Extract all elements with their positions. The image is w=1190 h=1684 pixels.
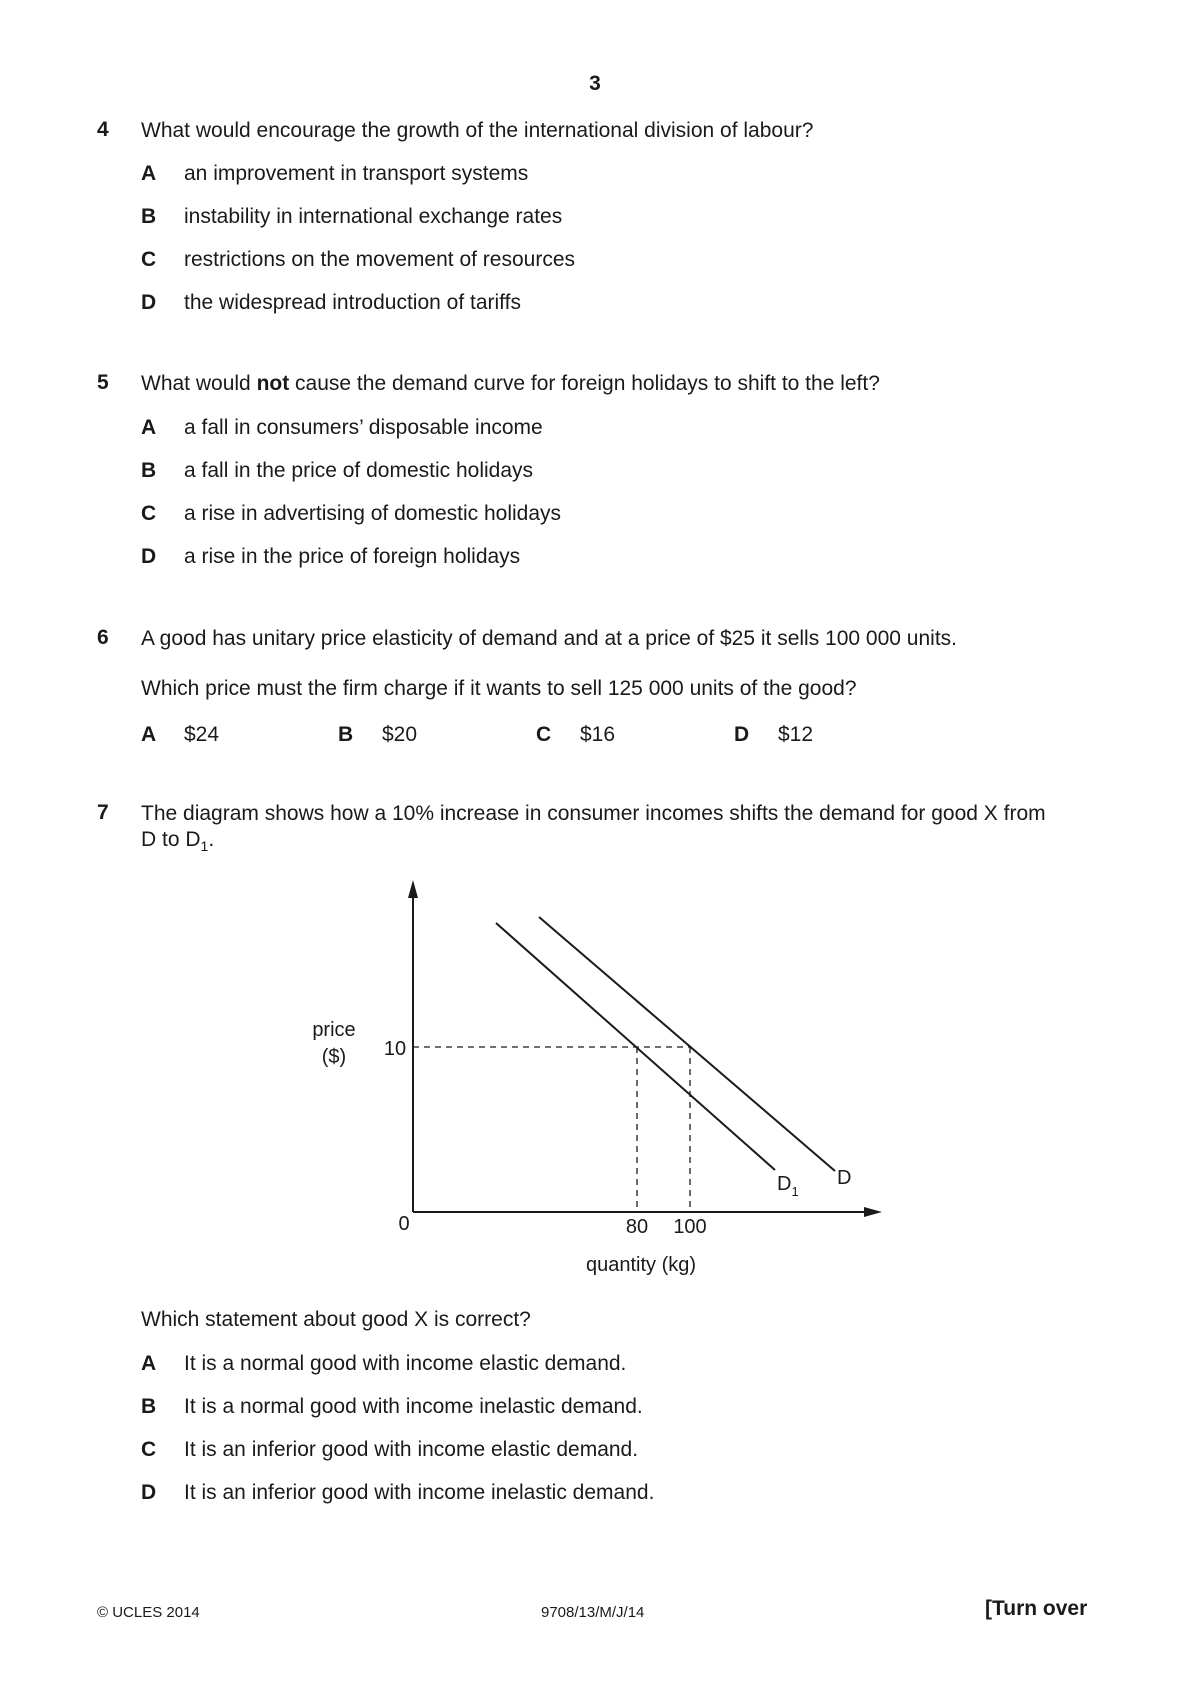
y-tick-label: 10: [383, 1038, 407, 1060]
y-axis-arrow: [408, 880, 418, 898]
question-4-number: 4: [97, 118, 109, 141]
y-axis-label-unit: ($): [321, 1046, 347, 1068]
q7-stem-subscript: 1: [200, 838, 209, 855]
q6-option-letter: B: [338, 723, 354, 746]
q5-option-text: a rise in the price of foreign holidays: [184, 545, 521, 568]
q5-stem-part: cause the demand curve for foreign holidays to shift to the left?: [289, 372, 880, 395]
q4-option-letter: A: [141, 162, 157, 185]
q7-option-text: It is an inferior good with income elastic demand.: [184, 1438, 639, 1461]
series-label-d1-main: D: [777, 1173, 792, 1195]
q5-option-letter: D: [141, 545, 157, 568]
footer-paper-code: 9708/13/M/J/14: [541, 1604, 645, 1621]
q4-option-text: instability in international exchange rates: [184, 205, 563, 228]
q6-option-letter: A: [141, 723, 157, 746]
q4-option-text: restrictions on the movement of resources: [184, 248, 576, 271]
q5-stem-emphasis: not: [256, 372, 290, 395]
question-4-stem: What would encourage the growth of the international division of labour?: [141, 119, 814, 142]
series-label-d1: [777, 1173, 799, 1199]
q7-option-letter: B: [141, 1395, 157, 1418]
q7-stem-text: .: [208, 828, 215, 851]
question-6-stem-2: Which price must the firm charge if it wants to sell 125 000 units of the good?: [141, 677, 857, 700]
question-6-stem: A good has unitary price elasticity of demand and at a price of $25 it sells 100 000 units.: [141, 627, 957, 650]
series-label-d1-sub: 1: [791, 1184, 799, 1199]
series-label-d: D: [837, 1167, 852, 1189]
q5-option-text: a fall in the price of domestic holidays: [184, 459, 534, 482]
origin-label: 0: [398, 1213, 410, 1235]
q4-option-letter: D: [141, 291, 157, 314]
q4-option-text: an improvement in transport systems: [184, 162, 529, 185]
question-7-question: Which statement about good X is correct?: [141, 1308, 531, 1331]
q7-option-text: It is an inferior good with income inelastic demand.: [184, 1481, 655, 1504]
q4-option-letter: B: [141, 205, 157, 228]
q7-option-letter: D: [141, 1481, 157, 1504]
q6-option-text: $20: [382, 723, 418, 746]
x-axis-label: quantity (kg): [585, 1254, 697, 1276]
x-tick-label: 80: [625, 1216, 649, 1238]
y-axis-label: price: [312, 1019, 356, 1041]
q7-stem-text: D to D: [141, 828, 201, 851]
demand-curve-d: [539, 917, 835, 1171]
footer-turn-over: [Turn over: [985, 1597, 1088, 1620]
question-7-number: 7: [97, 801, 109, 824]
footer-copyright: © UCLES 2014: [97, 1604, 200, 1621]
question-6-number: 6: [97, 626, 109, 649]
q5-option-letter: A: [141, 416, 157, 439]
question-5-number: 5: [97, 371, 109, 394]
q5-stem-part: What would: [141, 372, 257, 395]
q5-option-text: a rise in advertising of domestic holidays: [184, 502, 562, 525]
q6-option-text: $16: [580, 723, 616, 746]
q6-option-text: $12: [778, 723, 814, 746]
q7-option-text: It is a normal good with income inelastic demand.: [184, 1395, 643, 1418]
q6-option-text: $24: [184, 723, 220, 746]
q5-option-letter: B: [141, 459, 157, 482]
q6-option-letter: C: [536, 723, 552, 746]
x-tick-label: 100: [673, 1216, 707, 1238]
q7-option-letter: A: [141, 1352, 157, 1375]
q4-option-letter: C: [141, 248, 157, 271]
q4-option-text: the widespread introduction of tariffs: [184, 291, 521, 314]
page-number: 3: [589, 72, 601, 95]
x-axis-arrow: [864, 1207, 882, 1217]
q5-option-letter: C: [141, 502, 157, 525]
q5-option-text: a fall in consumers’ disposable income: [184, 416, 543, 439]
q6-option-letter: D: [734, 723, 750, 746]
q7-option-letter: C: [141, 1438, 157, 1461]
q7-option-text: It is a normal good with income elastic demand.: [184, 1352, 627, 1375]
question-7-stem-line-1: The diagram shows how a 10% increase in consumer incomes shifts the demand for good X from: [141, 802, 1046, 825]
